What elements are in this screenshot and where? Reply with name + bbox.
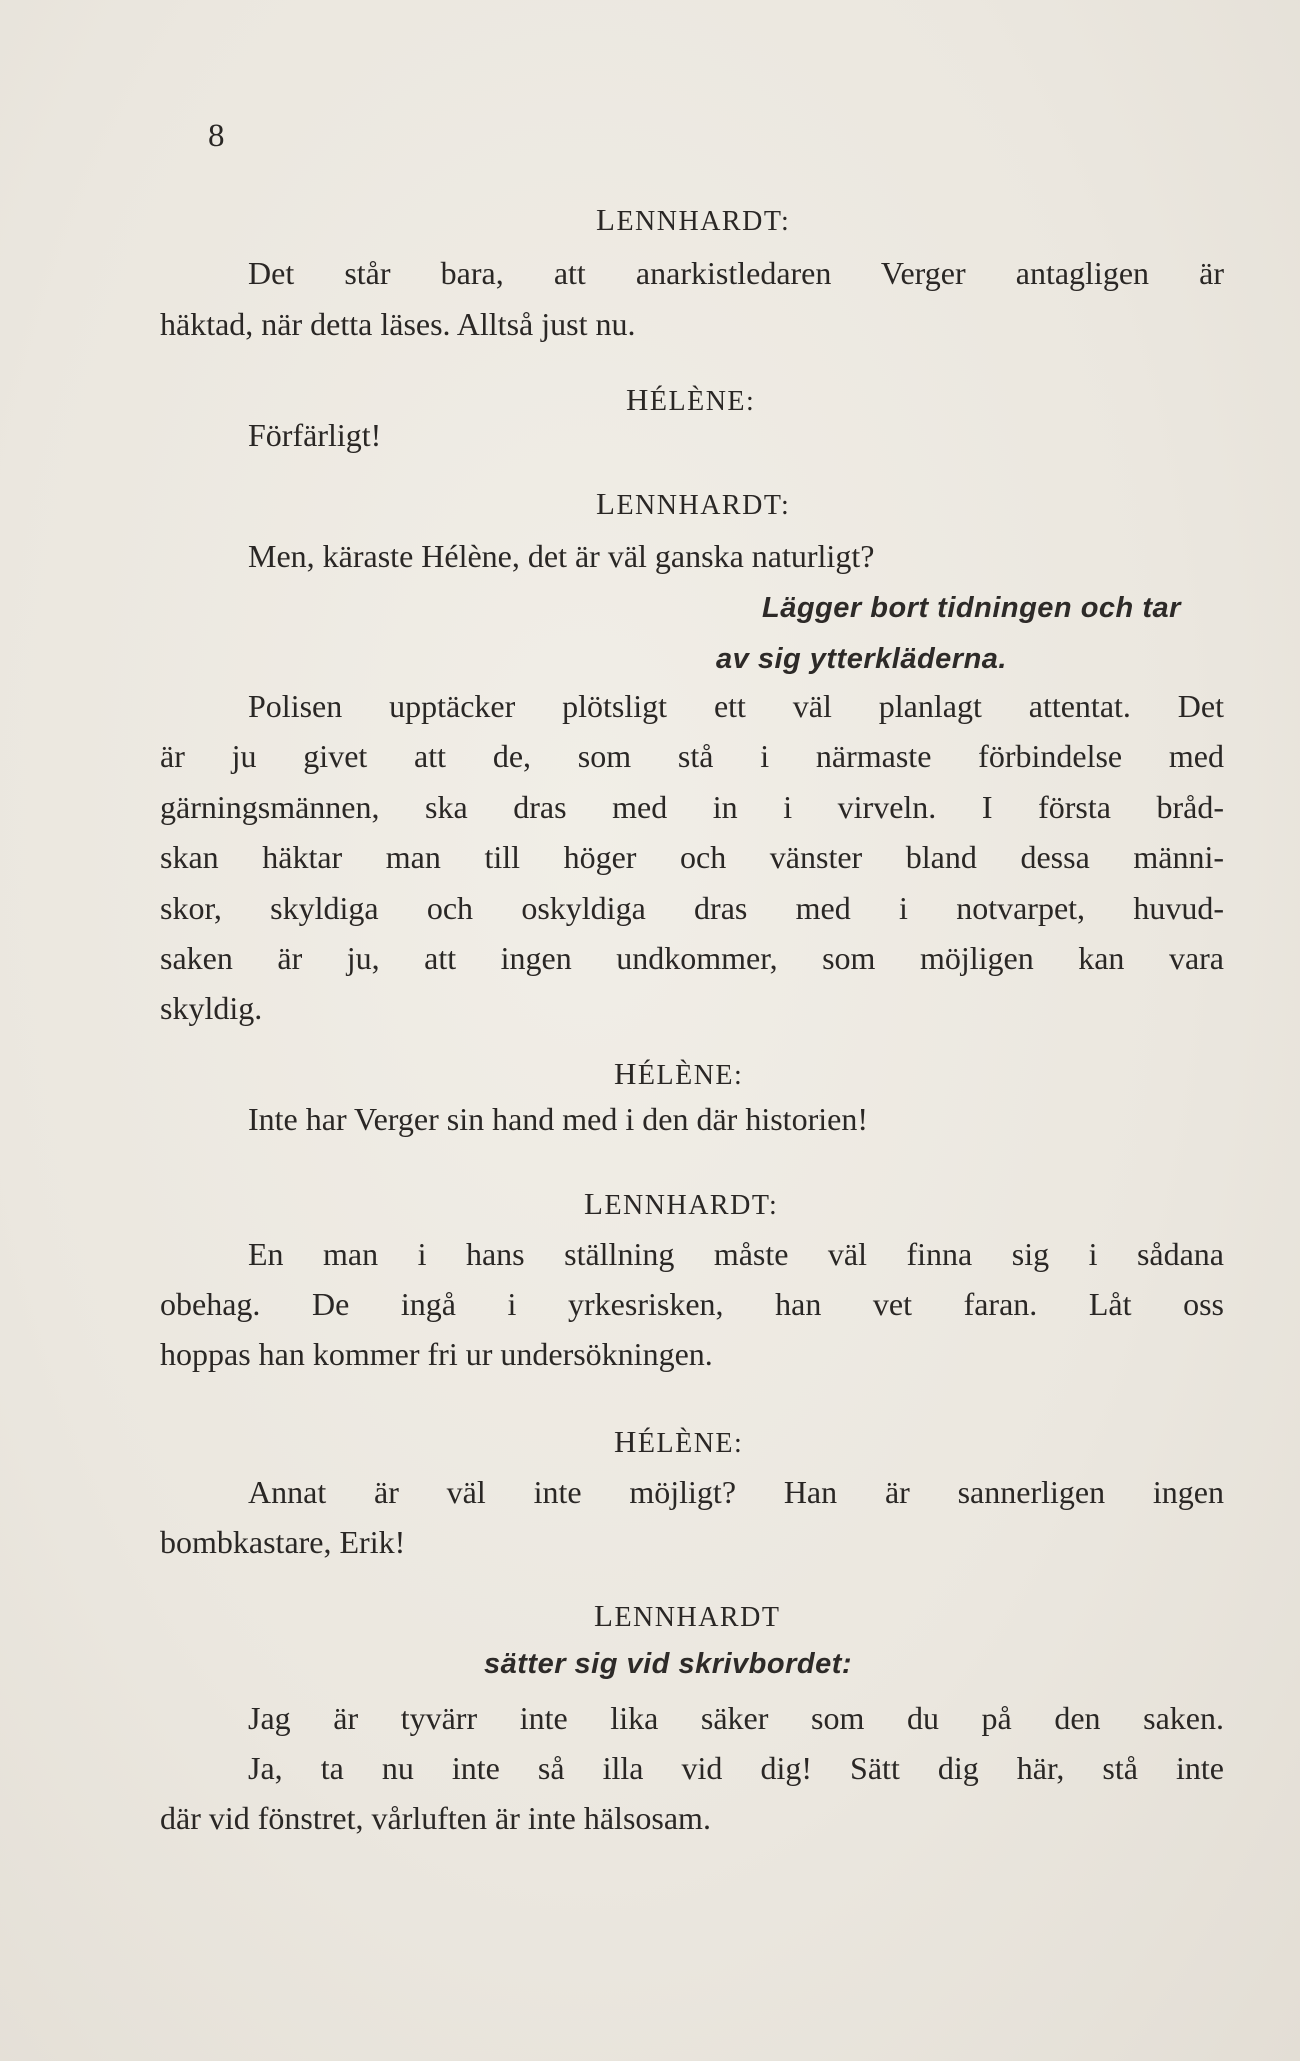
text-line: gärningsmännen, ska dras med in i virveln. I första bråd- [160,789,1224,825]
speaker-heading [596,202,790,238]
text-line: är ju givet att de, som stå i närmaste förbindelse med [160,738,1224,774]
stage-direction: av sig ytterkläderna. [716,643,1007,675]
stage-direction: sätter sig vid skrivbordet: [484,1648,853,1680]
text-line: Förfärligt! [248,417,382,453]
speaker-name-rest: ENNHARDT: [616,206,791,237]
text-line: Men, käraste Hélène, det är väl ganska naturligt? [248,538,875,574]
speaker-initial: H [614,1056,638,1091]
speaker-heading [626,382,755,418]
speaker-initial: L [584,1186,605,1221]
text-line: saken är ju, att ingen undkommer, som möjligen kan vara [160,940,1224,976]
text-line: Inte har Verger sin hand med i den där historien! [248,1101,868,1137]
speaker-name-rest: ÉLÈNE: [649,386,756,417]
text-line: Jag är tyvärr inte lika säker som du på den saken. [248,1700,1224,1736]
text-line: hoppas han kommer fri ur undersökningen. [160,1336,713,1372]
speaker-initial: L [596,486,617,521]
speaker-name-rest: ENNHARDT: [604,1190,779,1221]
speaker-initial: H [626,382,650,417]
speaker-name-rest: ENNHARDT: [616,490,791,521]
speaker-initial: H [614,1424,638,1459]
speaker-name-rest: ÉLÈNE: [637,1428,744,1459]
text-line: Ja, ta nu inte så illa vid dig! Sätt dig här, stå inte [248,1750,1224,1786]
text-line: En man i hans ställning måste väl finna sig i sådana [248,1236,1224,1272]
speaker-heading [614,1424,743,1460]
text-line: skan häktar man till höger och vänster bland dessa männi- [160,839,1224,875]
text-line: Polisen upptäcker plötsligt ett väl planlagt attentat. Det [248,688,1224,724]
text-line: obehag. De ingå i yrkesrisken, han vet faran. Låt oss [160,1286,1224,1322]
speaker-heading [614,1056,743,1092]
text-line: skor, skyldiga och oskyldiga dras med i notvarpet, huvud- [160,890,1224,926]
speaker-heading [584,1186,778,1222]
speaker-initial: L [596,202,617,237]
text-line: där vid fönstret, vårluften är inte hälsosam. [160,1800,711,1836]
page-number: 8 [208,118,225,154]
speaker-initial: L [594,1598,615,1633]
text-line: Det står bara, att anarkistledaren Verger antagligen är [248,255,1224,291]
text-line: skyldig. [160,990,263,1026]
speaker-name-rest: ENNHARDT [614,1602,781,1633]
text-line: Annat är väl inte möjligt? Han är sannerligen ingen [248,1474,1224,1510]
speaker-heading [594,1598,780,1634]
text-line: bombkastare, Erik! [160,1524,406,1560]
text-line: häktad, när detta läses. Alltså just nu. [160,306,636,342]
stage-direction: Lägger bort tidningen och tar [762,592,1181,624]
speaker-heading [596,486,790,522]
speaker-name-rest: ÉLÈNE: [637,1060,744,1091]
